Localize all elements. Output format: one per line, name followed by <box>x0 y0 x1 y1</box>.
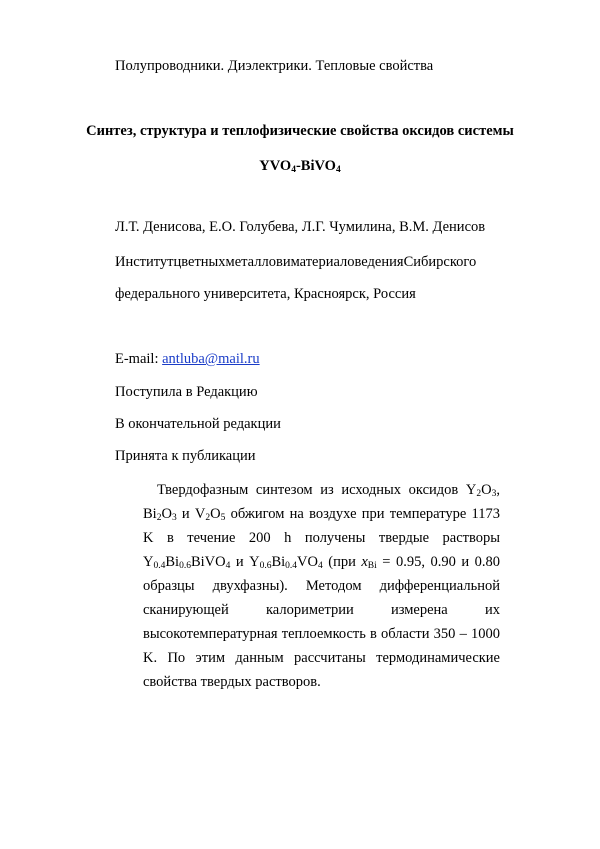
affiliation-word: и <box>282 254 291 270</box>
accepted-date: Принята к публикации <box>115 448 256 464</box>
affiliation-word: цветных <box>173 254 226 270</box>
section-header: Полупроводники. Диэлектрики. Тепловые свойства <box>115 58 434 74</box>
title-line-1: Синтез, структура и теплофизические свойства оксидов системы <box>86 123 514 139</box>
email-link[interactable]: antluba@mail.ru <box>162 351 260 367</box>
title-line-2: $YVO_4-BiVO_4$ <box>259 158 341 175</box>
affiliation-word: металлов <box>225 254 283 270</box>
affiliation-word: Институт <box>115 254 174 270</box>
affiliation-word: материаловедения <box>290 254 404 270</box>
email-label: E-mail: <box>115 351 163 367</box>
revised-date: В окончательной редакции <box>115 416 281 432</box>
affiliation-word: Сибирского <box>403 254 477 270</box>
affiliation-line-1 <box>115 254 476 271</box>
authors: Л.Т. Денисова, Е.О. Голубева, Л.Г. Чумилина, В.М. Денисов <box>115 219 486 235</box>
abstract <box>143 478 500 694</box>
abstract-text: Твердофазным синтезом из исходных оксидов $Y_2O_3$, $Bi_2O_3$ и $V_2O_5$ обжигом на воздухе при температуре 1173 K в течение 200 h получены твердые растворы $Y_{0.4}Bi_{0.6}BiVO_4$ и $Y_{0.6}Bi_{0.4}VO_4$ (при $x_{Bi} = 0.95$, 0.90 и 0.80 образцы двухфазны). Методом дифференциальной сканирующей калориметрии измерена их высокотемпературная теплоемкость в области 350 – 1000 K. По этим данным рассчитаны термодинамические свойства твердых растворов. <box>143 482 500 690</box>
email-line <box>115 351 260 368</box>
received-date: Поступила в Редакцию <box>115 384 258 400</box>
affiliation-line-2: федерального университета, Красноярск, Россия <box>115 286 416 302</box>
